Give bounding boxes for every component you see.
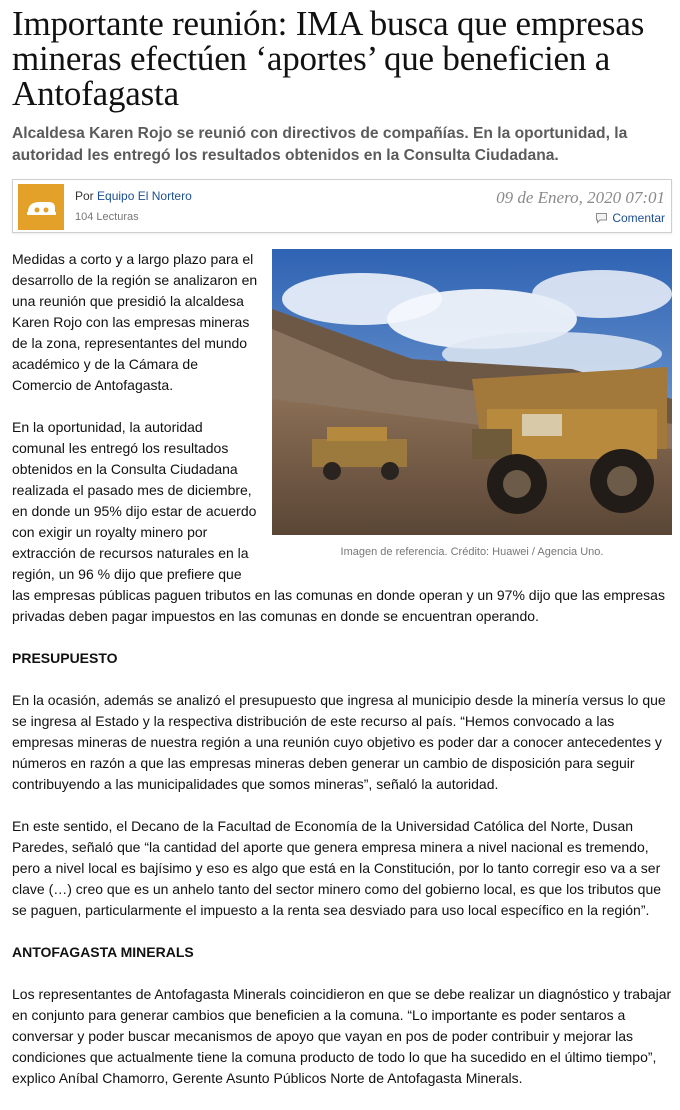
article-body xyxy=(12,249,672,1089)
section-heading-presupuesto: PRESUPUESTO xyxy=(12,650,118,666)
byline-prefix: Por xyxy=(75,189,94,203)
byline xyxy=(75,189,192,203)
mining-trucks-photo xyxy=(272,249,672,535)
comment-label: Comentar xyxy=(612,211,665,225)
newspaper-logo-icon xyxy=(18,184,64,230)
paragraph: Los representantes de Antofagasta Minerals coincidieron en que se debe realizar un diagnóstico y trabajar en conjunto para generar cambios que beneficien a la comuna. “Lo importante es poder sentaros a conversar y poder buscar mecanismos de apoyo que vayan en pos de poder contribuir y mejorar las condiciones que actualmente tiene la comuna producto de todo lo que ha sucedido en el último tiempo”, explico Aníbal Chamorro, Gerente Asunto Públicos Norte de Antofagasta Minerals. xyxy=(12,986,672,1086)
article-title: Importante reunión: IMA busca que empresas mineras efectúen ‘aportes’ que beneficien a Antofagasta xyxy=(12,4,645,113)
read-count: 104 Lecturas xyxy=(75,211,139,223)
author-link[interactable]: Equipo El Nortero xyxy=(97,189,192,203)
paragraph: Medidas a corto y a largo plazo para el desarrollo de la región se analizaron en una reunión que presidió la alcaldesa Karen Rojo con las empresas mineras de la zona, representantes del mundo académico y de la Cámara de Comercio de Antofagasta. xyxy=(12,251,258,393)
author-avatar[interactable] xyxy=(18,184,64,230)
byline-box xyxy=(12,179,672,233)
article xyxy=(12,6,672,1110)
paragraph: En la ocasión, además se analizó el presupuesto que ingresa al municipio desde la minería versus lo que se ingresa al Estado y la respectiva distribución de este recurso al país. “Hemos convocado a las empresas mineras de nuestra región a una reunión cuyo objetivo es poder dar a conocer antecedentes y números en razón a que las empresas mineras deben generar un cambio de disposición para seguir contribuyendo a las municipalidades que somos mineras”, señaló la autoridad. xyxy=(12,692,666,792)
speech-bubble-icon xyxy=(595,212,608,224)
photo-caption: Imagen de referencia. Crédito: Huawei / Agencia Uno. xyxy=(340,546,604,558)
publish-date: 09 de Enero, 2020 07:01 xyxy=(496,188,665,207)
comment-link[interactable] xyxy=(595,211,665,225)
paragraph: En la oportunidad, la autoridad comunal les entregó los resultados obtenidos en la Consulta Ciudadana realizada el pasado mes de diciembre, en donde un 95% dijo estar de acuerdo con exigir un royalty minero por extracción de recursos naturales en la región, un 96 % dijo que prefiere que las empresas públicas paguen tributos en las comunas en donde operan y un 97% dijo que las empresas privadas deben pagar impuestos en las comunas en donde se encuentran operando. xyxy=(12,419,665,624)
section-heading-antofagasta-minerals: ANTOFAGASTA MINERALS xyxy=(12,944,194,960)
article-figure xyxy=(272,249,672,559)
article-lead: Alcaldesa Karen Rojo se reunió con directivos de compañías. En la oportunidad, la autoridad les entregó los resultados obtenidos en la Consulta Ciudadana. xyxy=(12,125,628,164)
paragraph: En este sentido, el Decano de la Facultad de Economía de la Universidad Católica del Norte, Dusan Paredes, señaló que “la cantidad del aporte que genera empresa minera a nivel nacional es tremendo, pero a nivel local es bajísimo y eso es algo que está en la Constitución, por lo tanto corregir eso va a ser clave (…) creo que es un anhelo tanto del sector minero como del gobierno local, es que los tributos que se paguen, particularmente el impuesto a la renta sea desviado para uso local específico en la región”. xyxy=(12,818,662,918)
